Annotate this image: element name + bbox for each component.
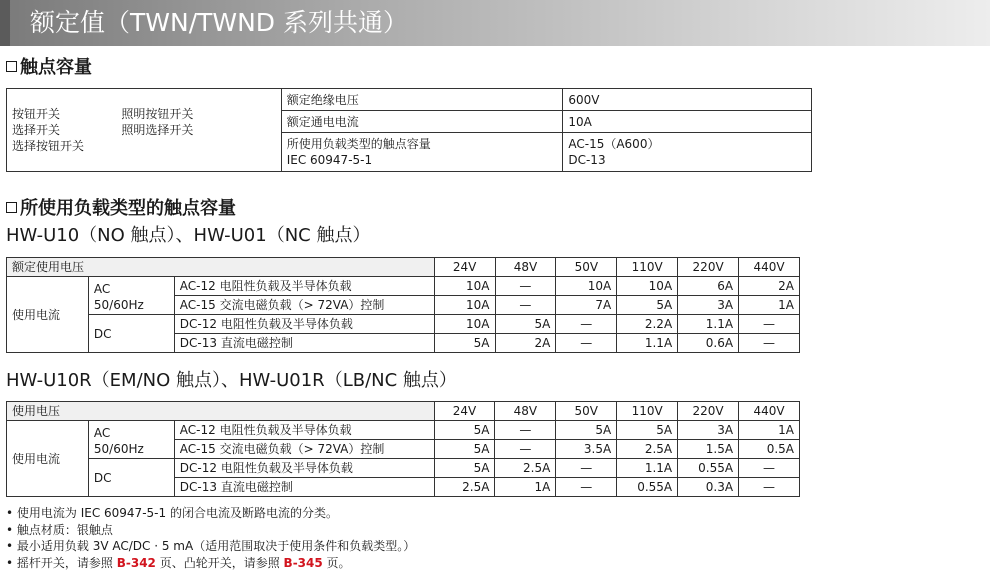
current-value: — — [556, 315, 617, 334]
current-value: 10A — [434, 296, 495, 315]
voltage-header: 额定使用电压 — [7, 258, 435, 277]
voltage-cell: 220V — [678, 258, 739, 277]
capacity-table-2 — [6, 401, 800, 497]
current-value: 3A — [678, 296, 739, 315]
current-value: 5A — [434, 459, 495, 478]
current-value: 5A — [434, 334, 495, 353]
current-value: 2A — [739, 277, 800, 296]
note-text: • 摇杆开关，请参照 — [6, 555, 117, 570]
voltage-cell: 440V — [739, 402, 800, 421]
load-type-cell: AC-15 交流电磁负载（> 72VA）控制 — [174, 296, 434, 315]
current-value: — — [495, 440, 556, 459]
spec-label — [281, 133, 563, 172]
voltage-cell: 110V — [617, 402, 678, 421]
current-value: — — [556, 459, 617, 478]
ac-label-cell — [88, 277, 174, 315]
switch-type-label: 照明按钮开关 — [121, 107, 194, 121]
dc-label: DC — [88, 315, 174, 353]
current-value: 0.55A — [678, 459, 739, 478]
current-value: 5A — [495, 315, 556, 334]
voltage-cell: 24V — [434, 258, 495, 277]
current-value: 2.5A — [495, 459, 556, 478]
current-value: — — [739, 334, 800, 353]
rating-spec-table — [6, 88, 812, 172]
current-value: — — [495, 277, 556, 296]
current-value: 0.55A — [617, 478, 678, 497]
square-bullet-icon — [6, 202, 17, 213]
current-value: — — [495, 421, 556, 440]
current-value: 1A — [739, 421, 800, 440]
current-value: 1.5A — [678, 440, 739, 459]
switch-type-label: 选择开关 — [12, 123, 61, 137]
current-value: 5A — [434, 421, 495, 440]
current-value: — — [556, 334, 617, 353]
load-type-cell: AC-15 交流电磁负载（> 72VA）控制 — [174, 440, 434, 459]
spec-label: 额定绝缘电压 — [281, 89, 563, 111]
title-banner — [0, 0, 990, 46]
current-value: 0.5A — [739, 440, 800, 459]
spec-label-line: 所使用负载类型的触点容量 — [286, 137, 431, 151]
spec-value: 10A — [563, 111, 812, 133]
current-value: 3.5A — [556, 440, 617, 459]
load-type-cell: AC-12 电阻性负载及半导体负载 — [174, 277, 434, 296]
current-value: — — [739, 459, 800, 478]
table1-subtitle: HW-U10（NO 触点）、HW-U01（NC 触点） — [6, 225, 371, 246]
current-value: 5A — [617, 296, 678, 315]
current-value: 7A — [556, 296, 617, 315]
ac-label: AC — [93, 282, 111, 296]
note-item: • 触点材质：银触点 — [6, 522, 113, 537]
current-value: 2.5A — [617, 440, 678, 459]
note-text: 页。 — [322, 555, 351, 570]
current-value: — — [739, 478, 800, 497]
capacity-table-1 — [6, 257, 800, 353]
page-title: 额定值（TWN/TWND 系列共通） — [30, 8, 409, 37]
switch-type-label: 按钮开关 — [12, 107, 61, 121]
load-type-cell: AC-12 电阻性负载及半导体负载 — [174, 421, 434, 440]
load-type-cell: DC-13 直流电磁控制 — [174, 478, 434, 497]
notes-list — [6, 505, 415, 571]
switch-types-cell-left — [7, 89, 117, 172]
current-value: 10A — [434, 277, 495, 296]
current-label: 使用电流 — [7, 277, 89, 353]
page-reference-link[interactable]: B-345 — [283, 555, 323, 570]
current-value: — — [556, 478, 617, 497]
load-type-cell: DC-13 直流电磁控制 — [174, 334, 434, 353]
current-value: 10A — [617, 277, 678, 296]
current-value: — — [495, 296, 556, 315]
voltage-cell: 48V — [495, 402, 556, 421]
current-value: 1.1A — [617, 459, 678, 478]
note-item: • 最小适用负载 3V AC/DC · 5 mA（适用范围取决于使用条件和负载类型。） — [6, 539, 416, 553]
current-value: 1A — [739, 296, 800, 315]
current-value: 0.3A — [678, 478, 739, 497]
voltage-cell: 440V — [739, 258, 800, 277]
load-type-cell: DC-12 电阻性负载及半导体负载 — [174, 459, 434, 478]
switch-type-label: 照明选择开关 — [121, 123, 194, 137]
dc-label: DC — [88, 459, 174, 497]
note-text: 页、凸轮开关，请参照 — [155, 555, 284, 570]
voltage-cell: 48V — [495, 258, 556, 277]
current-value: 5A — [617, 421, 678, 440]
note-item: • 使用电流为 IEC 60947-5-1 的闭合电流及断路电流的分类。 — [6, 506, 338, 520]
voltage-cell: 50V — [556, 258, 617, 277]
current-value: 10A — [556, 277, 617, 296]
current-value: 6A — [678, 277, 739, 296]
current-value: 1.1A — [617, 334, 678, 353]
table2-subtitle: HW-U10R（EM/NO 触点）、HW-U01R（LB/NC 触点） — [6, 370, 457, 391]
voltage-header: 使用电压 — [7, 402, 435, 421]
voltage-cell: 110V — [617, 258, 678, 277]
current-value: 2.2A — [617, 315, 678, 334]
current-value: 0.6A — [678, 334, 739, 353]
ac-label: AC — [93, 426, 111, 440]
switch-types-cell-right — [116, 89, 281, 172]
current-value: — — [739, 315, 800, 334]
current-label: 使用电流 — [7, 421, 89, 497]
current-value: 1A — [495, 478, 556, 497]
section-heading-contact-capacity: 触点容量 — [6, 57, 92, 79]
voltage-cell: 50V — [556, 402, 617, 421]
banner-accent-bar — [0, 0, 10, 46]
current-value: 1.1A — [678, 315, 739, 334]
current-value: 5A — [434, 440, 495, 459]
square-bullet-icon — [6, 61, 17, 72]
current-value: 2A — [495, 334, 556, 353]
spec-value-line: DC-13 — [568, 153, 606, 167]
spec-label-line: IEC 60947-5-1 — [286, 153, 373, 167]
voltage-cell: 220V — [678, 402, 739, 421]
current-value: 5A — [556, 421, 617, 440]
current-value: 10A — [434, 315, 495, 334]
voltage-cell: 24V — [434, 402, 495, 421]
switch-type-label: 选择按钮开关 — [12, 139, 85, 153]
load-type-cell: DC-12 电阻性负载及半导体负载 — [174, 315, 434, 334]
current-value: 2.5A — [434, 478, 495, 497]
ac-label-cell — [88, 421, 174, 459]
spec-label: 额定通电电流 — [281, 111, 563, 133]
current-value: 3A — [678, 421, 739, 440]
page-reference-link[interactable]: B-342 — [116, 555, 156, 570]
spec-value: 600V — [563, 89, 812, 111]
ac-frequency: 50/60Hz — [93, 442, 144, 456]
ac-frequency: 50/60Hz — [93, 298, 144, 312]
spec-value-line: AC-15（A600） — [568, 137, 660, 151]
section-heading-load-type-capacity: 所使用负载类型的触点容量 — [6, 198, 236, 220]
spec-value — [563, 133, 812, 172]
note-item — [6, 555, 415, 572]
